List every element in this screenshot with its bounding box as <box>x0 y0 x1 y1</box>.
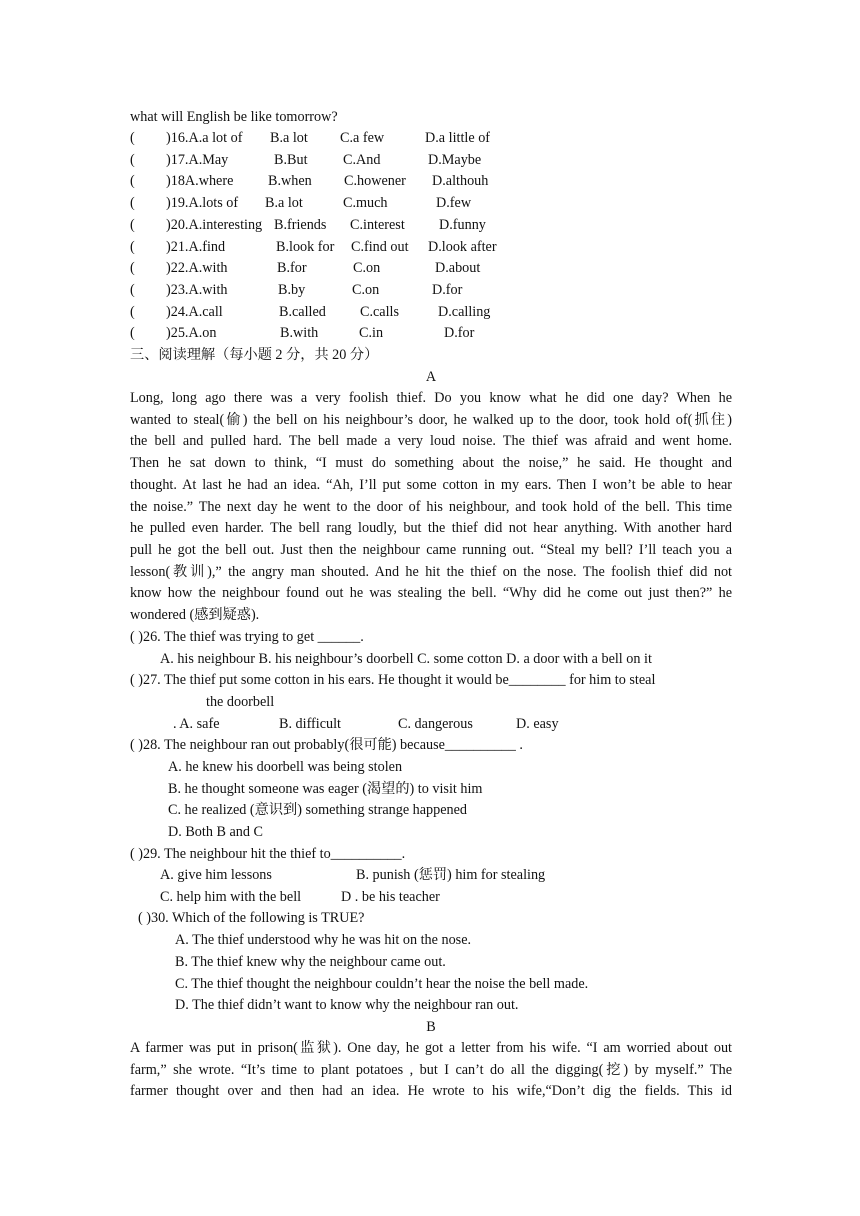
option-a: )24.A.call <box>166 303 223 320</box>
passage-line: farm,” she wrote. “It’s time to plant potatoes , but I can’t do all the digging(挖) by myself.” The <box>130 1061 732 1078</box>
answer-paren: ( <box>130 195 135 212</box>
passage-line: know how the neighbour found out he was stealing the bell. “Why did he come out just then?” he <box>130 585 732 602</box>
option-c: C.on <box>352 281 380 298</box>
question-28: ( )28. The neighbour ran out probably(很可能) because__________ . <box>130 737 523 753</box>
option-a: )25.A.on <box>166 325 217 342</box>
option-b: B.for <box>277 260 307 277</box>
question-27-continued: the doorbell <box>206 694 275 710</box>
passage-line: lesson(教训),” the angry man shouted. And he hit the thief on the nose. The foolish thief did not <box>130 563 732 580</box>
option-a: )21.A.find <box>166 238 226 255</box>
answer-paren: ( <box>130 216 135 233</box>
option-b: B.friends <box>274 216 327 233</box>
q29-option-d: D . be his teacher <box>341 889 440 905</box>
cloze-item <box>130 193 730 213</box>
option-a: )23.A.with <box>166 281 228 298</box>
passage-line: he pulled even harder. The bell rang loudly, but the thief did not hear anything. With another hard <box>130 520 732 537</box>
option-b: B.a lot <box>270 130 308 146</box>
option-b: B.by <box>278 281 306 298</box>
q29-option-b: B. punish (惩罚) him for stealing <box>356 867 546 883</box>
option-c: C.in <box>359 325 384 342</box>
q27-option-b: B. difficult <box>279 716 342 732</box>
option-c: C.on <box>353 260 381 277</box>
section-heading: 三、阅读理解（每小题 2 分，共 20 分） <box>130 347 379 363</box>
cloze-item <box>130 150 730 170</box>
option-a: )18A.where <box>166 173 234 190</box>
answer-paren: ( <box>130 173 135 190</box>
option-a: )19.A.lots of <box>166 195 239 212</box>
passage-line: Then he sat down to think, “I must do something about the noise,” he said. He thought and <box>130 455 732 472</box>
option-d: D.for <box>432 281 463 298</box>
question-26-options: A. his neighbour B. his neighbour’s doorbell C. some cotton D. a door with a bell on it <box>160 651 652 667</box>
q28-option-b: B. he thought someone was eager (渴望的) to visit him <box>168 781 483 797</box>
cloze-item <box>130 302 730 322</box>
option-d: D.for <box>444 325 475 342</box>
option-a: )22.A.with <box>166 260 228 277</box>
passage-line: Long, long ago there was a very foolish thief. Do you know what he did one day? When he <box>130 390 732 406</box>
answer-paren: ( <box>130 238 135 255</box>
option-c: C.howener <box>344 173 406 190</box>
answer-paren: ( <box>130 303 135 320</box>
passage-b-label: B <box>426 1019 436 1035</box>
passage-a-label: A <box>425 369 437 385</box>
option-c: C.interest <box>350 216 405 233</box>
q30-option-c: C. The thief thought the neighbour couldn’t hear the noise the bell made. <box>175 976 589 992</box>
option-b: B.when <box>268 173 312 190</box>
question-27 <box>130 670 732 690</box>
question-27-text: ( )27. The thief put some cotton in his ears. He thought it would be________ for him to steal <box>130 672 656 688</box>
option-c: C.find out <box>351 238 409 255</box>
option-c: C.And <box>343 151 381 168</box>
passage-line: A farmer was put in prison(监狱). One day, he got a letter from his wife. “I am worried about out <box>130 1040 732 1056</box>
passage-line: pull he got the bell out. Just then the neighbour came running out. “Steal my bell? I’ll teach you a <box>130 541 732 558</box>
option-d: D.about <box>435 260 481 277</box>
answer-paren: ( <box>130 325 135 342</box>
cloze-item <box>130 215 730 235</box>
option-d: D.look after <box>428 238 497 255</box>
cloze-item <box>130 128 730 148</box>
cloze-item <box>130 323 730 343</box>
q27-option-c: C. dangerous <box>398 716 473 732</box>
passage-line: farmer thought over and then had an idea. He wrote to his wife,“Don’t dig the fields. This id <box>130 1083 732 1100</box>
q30-option-d: D. The thief didn’t want to know why the neighbour ran out. <box>175 997 519 1013</box>
question-26: ( )26. The thief was trying to get ______. <box>130 629 364 645</box>
option-d: D.Maybe <box>428 151 482 168</box>
question-27-options <box>130 714 730 734</box>
answer-paren: ( <box>130 151 135 168</box>
question-30: ( )30. Which of the following is TRUE? <box>138 910 365 926</box>
option-b: B.But <box>274 151 308 168</box>
passage-line: wanted to steal(偷) the bell on his neighbour’s door, he walked up to the door, took hold of(抓住) <box>130 411 732 428</box>
question-29-options-row1 <box>130 865 730 885</box>
option-c: C.a few <box>340 130 385 146</box>
option-b: B.called <box>279 303 326 320</box>
q29-option-c: C. help him with the bell <box>160 889 302 905</box>
passage-line: the bell and pulled hard. The bell made a very loud noise. The thief was afraid and went home. <box>130 433 732 450</box>
option-d: D.calling <box>438 303 491 320</box>
option-b: B.look for <box>276 238 335 255</box>
option-c: C.calls <box>360 303 400 320</box>
option-d: D.funny <box>439 216 486 233</box>
q30-option-b: B. The thief knew why the neighbour came out. <box>175 954 446 970</box>
cloze-item <box>130 171 730 191</box>
q28-option-a: A. he knew his doorbell was being stolen <box>168 759 403 775</box>
answer-paren: ( <box>130 281 135 298</box>
q27-option-a: . A. safe <box>173 716 220 732</box>
question-29-options-row2 <box>130 887 730 907</box>
q28-option-d: D. Both B and C <box>168 824 263 840</box>
option-c: C.much <box>343 195 388 212</box>
q29-option-a: A. give him lessons <box>160 867 272 883</box>
option-d: D.a little of <box>425 130 491 146</box>
intro-line: what will English be like tomorrow? <box>130 109 338 125</box>
passage-line: the noise.” The next day he went to the door of his neighbour, and took hold of the bell. This time <box>130 498 732 515</box>
passage-line: wondered (感到疑惑). <box>130 607 260 623</box>
cloze-item <box>130 258 730 278</box>
question-29: ( )29. The neighbour hit the thief to__________. <box>130 846 406 862</box>
answer-paren: ( <box>130 260 135 277</box>
option-a: )17.A.May <box>166 151 229 168</box>
option-d: D.few <box>436 195 472 212</box>
q28-option-c: C. he realized (意识到) something strange happened <box>168 802 468 818</box>
cloze-item <box>130 237 730 257</box>
cloze-item <box>130 280 730 300</box>
q30-option-a: A. The thief understood why he was hit on the nose. <box>175 932 472 948</box>
q27-option-d: D. easy <box>516 716 559 732</box>
option-a: )16.A.a lot of <box>166 130 243 146</box>
option-b: B.with <box>280 325 319 342</box>
option-a: )20.A.interesting <box>166 216 263 233</box>
option-d: D.althouh <box>432 173 489 190</box>
option-b: B.a lot <box>265 195 303 212</box>
passage-line: thought. At last he had an idea. “Ah, I’ll put some cotton in my ears. Then I won’t be able to hear <box>130 476 732 493</box>
answer-paren: ( <box>130 130 135 146</box>
